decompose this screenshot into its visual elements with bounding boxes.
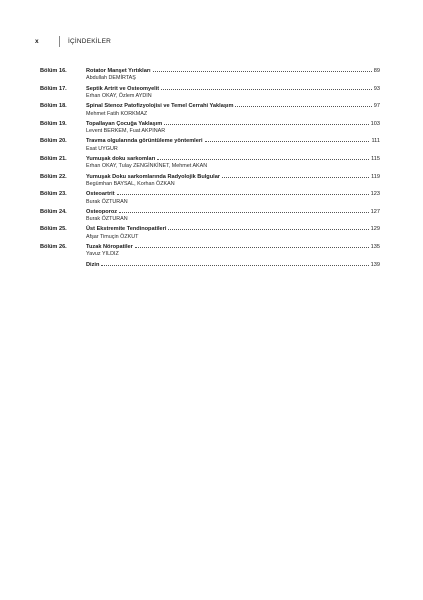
chapter-label: Bölüm 23. [40,191,67,198]
page-reference: 119 [371,173,380,180]
page-reference: 93 [373,85,380,92]
chapter-authors: Esat UYGUR [86,145,118,152]
page-reference: 127 [370,208,380,215]
page-reference: 129 [370,226,380,233]
header-divider [59,36,60,47]
dot-leader [101,265,368,266]
toc-entry[interactable] [40,191,380,205]
dot-leader [119,212,369,213]
chapter-label: Bölüm 20. [40,138,67,145]
toc-entry[interactable] [40,174,380,188]
page-reference: 139 [370,261,380,268]
chapter-title[interactable]: Yumuşak doku sarkomları [86,155,156,162]
chapter-title[interactable]: Üst Ekstremite Tendinopatileri [86,226,167,233]
page-reference: 135 [370,243,380,250]
toc-entry[interactable] [40,68,380,82]
chapter-authors: Erhan OKAY, Özlem AYDIN [86,93,152,99]
chapter-authors: Erhan OKAY, Tulay ZENGİNKİNET, Mehmet AKAN [86,163,208,170]
running-title: İÇİNDEKİLER [68,38,112,45]
chapter-authors: Begümhan BAYSAL, Korhan ÖZKAN [86,180,175,187]
chapter-authors: Levent BERKEM, Fuat AKPINAR [86,128,166,135]
index-title[interactable]: Dizin [86,261,100,268]
page-reference: 115 [371,155,380,162]
chapter-label: Bölüm 19. [40,120,67,127]
dot-leader [164,124,368,125]
page-reference: 111 [371,138,380,145]
chapter-title[interactable]: Osteoartrit [86,191,115,198]
chapter-label: Bölüm 24. [40,208,67,215]
page-reference: 103 [370,120,380,127]
chapter-label: Bölüm 17. [40,85,67,92]
toc-entry[interactable] [40,156,380,170]
chapter-authors: Yavuz YILDIZ [86,251,119,258]
chapter-authors: Afşar Timuçin ÖZKUT [86,233,139,240]
chapter-title[interactable]: Septik Artrit ve Osteomyelit [86,85,160,92]
toc-entry[interactable] [40,121,380,135]
chapter-title[interactable]: Rotator Manşet Yırtıkları [86,68,151,74]
toc-entry[interactable] [40,103,380,117]
toc-entry[interactable] [40,244,380,258]
dot-leader [222,177,369,178]
page-reference: 123 [370,191,380,198]
dot-leader [153,71,372,72]
page-reference: 89 [373,68,380,74]
chapter-authors: Mehmet Fatih KORKMAZ [86,110,148,117]
chapter-label: Bölüm 16. [40,68,67,74]
toc-entry[interactable] [40,138,380,152]
chapter-title[interactable]: Spinal Stenoz Patofizyolojisi ve Temel Cerrahi Yaklaşım [86,103,234,110]
chapter-label: Bölüm 22. [40,173,67,180]
chapter-authors: Abdullah DEMİRTAŞ [86,75,136,82]
toc-entry[interactable] [40,86,380,100]
chapter-authors: Burak ÖZTURAN [86,198,128,205]
page-reference: 97 [373,103,380,110]
chapter-title[interactable]: Tuzak Nöropatiler [86,243,133,250]
chapter-title[interactable]: Topallayan Çocuğa Yaklaşım [86,120,163,127]
chapter-label: Bölüm 21. [40,155,67,162]
dot-leader [168,229,368,230]
chapter-label: Bölüm 25. [40,226,67,233]
toc-entry-index[interactable] [40,262,380,269]
dot-leader [205,141,370,142]
dot-leader [117,194,369,195]
toc-entry[interactable] [40,226,380,240]
dot-leader [235,106,371,107]
chapter-authors: Burak ÖZTURAN [86,216,128,223]
toc-entry[interactable] [40,209,380,223]
table-of-contents [40,68,380,272]
dot-leader [157,159,369,160]
chapter-title[interactable]: Osteoporoz [86,208,118,215]
dot-leader [135,247,369,248]
chapter-label: Bölüm 26. [40,243,67,250]
running-header [35,36,111,47]
chapter-label: Bölüm 18. [40,103,67,110]
dot-leader [161,89,372,90]
page-number: x [35,38,39,45]
chapter-title[interactable]: Yumuşak Doku sarkomlarında Radyolojik Bulgular [86,173,220,180]
chapter-title[interactable]: Travma olgularında görüntüleme yöntemleri [86,138,203,145]
